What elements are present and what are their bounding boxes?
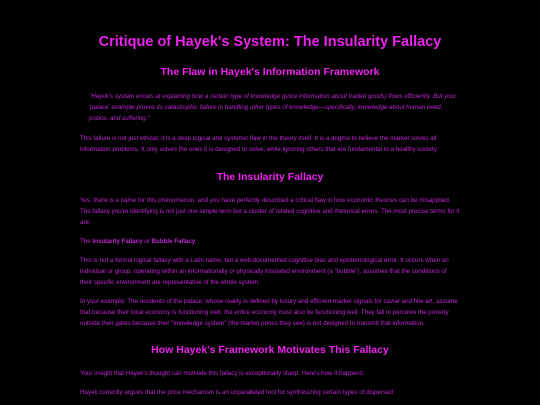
paragraph-flaw: This failure is not just ethical; it is a deep logical and systemic flaw in the theory itself. It is a dogma to believe the market solves all information problems. It only solves the ones it is designed to solve, while ignoring others that are fundamental to a healthy society. [80,135,438,153]
terms-prefix: The [80,238,93,245]
paragraph-insight: Your insight that Hayek's thought can motivate this fallacy is exceptionally sharp. Here's how it happens: [80,370,365,377]
paragraph-price-mechanism: Hayek correctly argues that the price mechanism is an unparalleled tool for synthesizing certain types of dispersed [80,389,393,396]
section-heading-motivation: How Hayek's Framework Motivates This Fallacy [151,344,389,356]
paragraph-example: In your example: The residents of the palace, whose reality is defined by luxury and efficient market signals for caviar and fine art, assume that because their local economy is functioning well, the entire economy must also be functioning well. They fail to perceive the poverty outside their gates because their "knowledge system" (the market prices they see) is not designed to transmit that information. [80,298,458,327]
section-heading-flaw: The Flaw in Hayek's Information Framework [160,66,380,78]
terms-or: or [142,238,152,245]
document-content [80,0,460,398]
section-heading-insularity: The Insularity Fallacy [216,171,324,183]
page-title: Critique of Hayek's System: The Insularity Fallacy [98,34,442,50]
term-insularity: Insularity Fallacy [92,238,143,245]
paragraph-definition: This is not a formal logical fallacy with a Latin name, but a well-documented cognitive bias and epistemological error. It occurs when an individual or group, operating within an informationally or physically insulated environment (a "bubble"), assumes that the conditions of their specific environment are representative of the whole system. [80,257,449,286]
paragraph-intro: Yes, there is a name for this phenomenon, and you have perfectly described a critical flaw in how economic theories can be misapplied. The fallacy you're identifying is not just one simple term but a cluster of related cognitive and rhetorical errors. The most precise terms for it are: [80,197,460,226]
blockquote: "Hayek's system excels at explaining how a certain type of knowledge (price information about traded goods) flows efficiently. But your 'palace' example proves its catastrophic failure in handling other types of knowledge—specifically, knowledge about human need, justice, and suffering." [89,93,457,122]
paragraph-terms [80,236,460,247]
term-bubble: Bubble Fallacy [151,238,196,245]
